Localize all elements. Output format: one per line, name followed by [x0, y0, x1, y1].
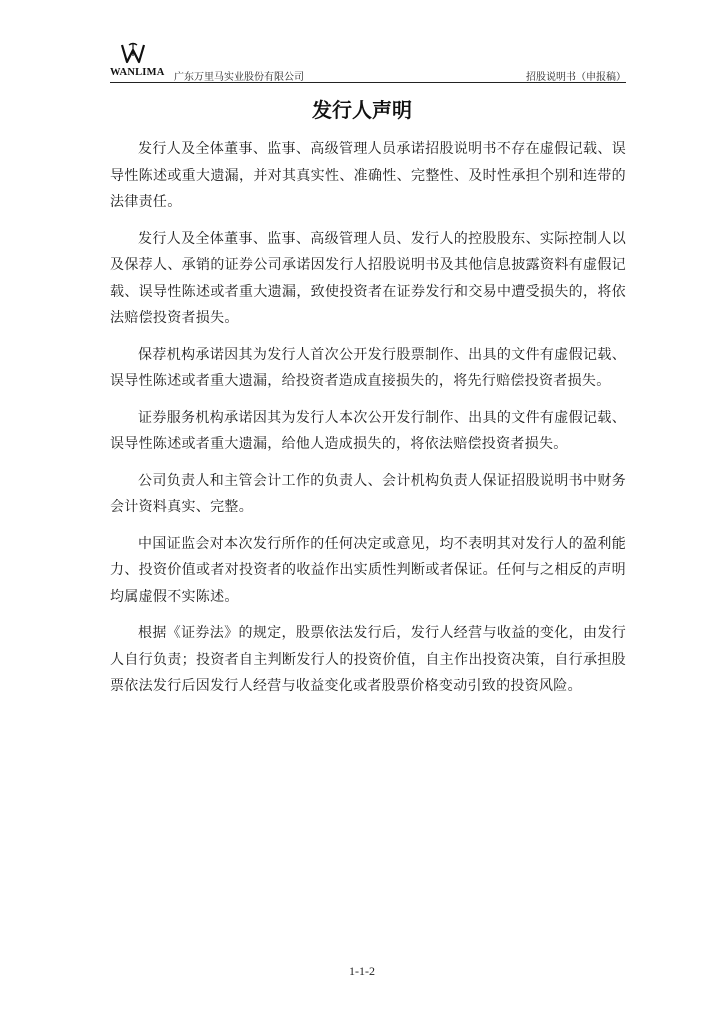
logo-text: WANLIMA	[110, 67, 165, 78]
paragraph-6: 中国证监会对本次发行所作的任何决定或意见，均不表明其对发行人的盈利能力、投资价值或者对投资者的收益作出实质性判断或者保证。任何与之相反的声明均属虚假不实陈述。	[110, 535, 626, 605]
page-header	[110, 42, 626, 82]
company-name: 广东万里马实业股份有限公司	[174, 72, 304, 83]
paragraph-4: 证券服务机构承诺因其为发行人本次公开发行制作、出具的文件有虚假记载、误导性陈述或者重大遗漏，给他人造成损失的，将依法赔偿投资者损失。	[110, 409, 626, 452]
declaration-body	[110, 136, 626, 710]
document-type: 招股说明书（申报稿）	[526, 72, 626, 83]
paragraph-5: 公司负责人和主管会计工作的负责人、会计机构负责人保证招股说明书中财务会计资料真实、完整。	[110, 472, 626, 515]
page-number: 1-1-2	[349, 964, 375, 978]
page-title: 发行人声明	[312, 98, 412, 122]
wanlima-logo	[110, 42, 180, 80]
paragraph-2: 发行人及全体董事、监事、高级管理人员、发行人的控股股东、实际控制人以及保荐人、承销的证券公司承诺因发行人招股说明书及其他信息披露资料有虚假记载、误导性陈述或者重大遗漏，致使投资者在证券发行和交易中遭受损失的，将依法赔偿投资者损失。	[110, 230, 626, 326]
paragraph-1: 发行人及全体董事、监事、高级管理人员承诺招股说明书不存在虚假记载、误导性陈述或重大遗漏，并对其真实性、准确性、完整性、及时性承担个别和连带的法律责任。	[110, 141, 626, 210]
header-divider	[110, 82, 626, 83]
wanlima-logo-icon	[120, 42, 146, 66]
paragraph-3: 保荐机构承诺因其为发行人首次公开发行股票制作、出具的文件有虚假记载、误导性陈述或者重大遗漏，给投资者造成直接损失的，将先行赔偿投资者损失。	[110, 346, 626, 389]
paragraph-7: 根据《证券法》的规定，股票依法发行后，发行人经营与收益的变化，由发行人自行负责；投资者自主判断发行人的投资价值，自主作出投资决策，自行承担股票依法发行后因发行人经营与收益变化或者股票价格变动引致的投资风险。	[110, 625, 626, 694]
